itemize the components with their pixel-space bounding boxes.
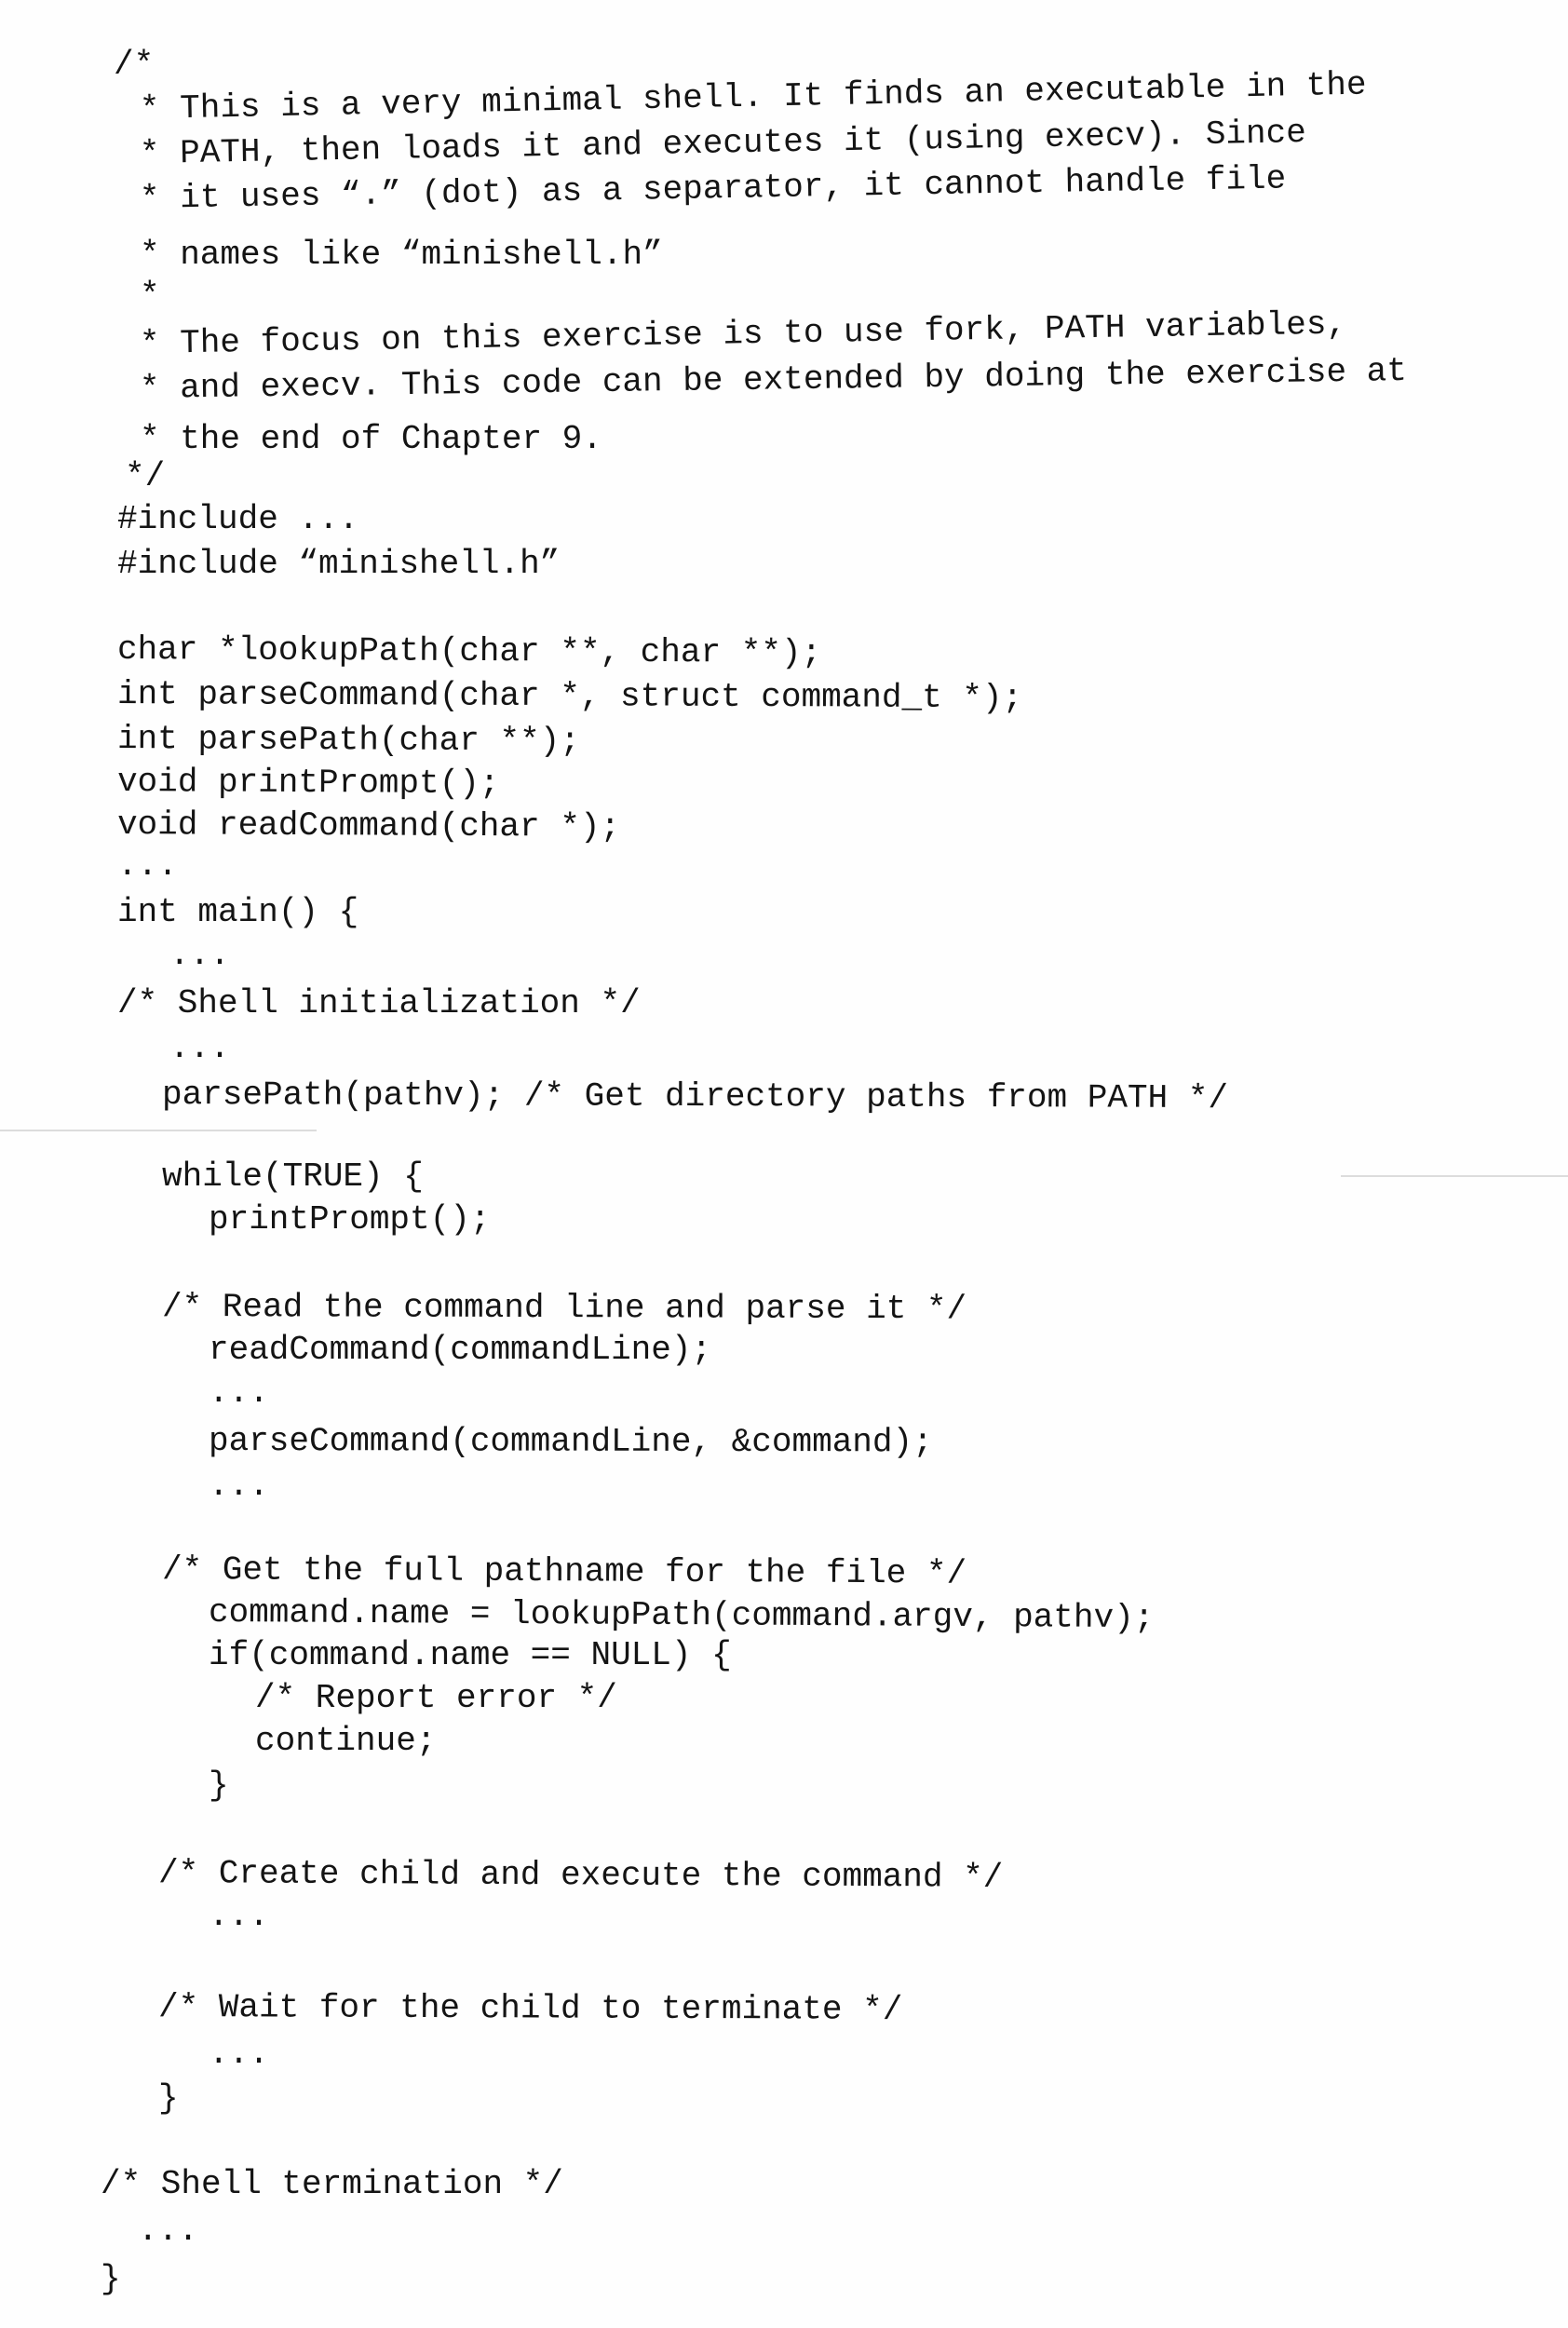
comment-line: * — [140, 277, 160, 315]
ellipsis: ... — [209, 1374, 269, 1412]
comment-line: * This is a very minimal shell. It finds an executable in the — [139, 65, 1367, 129]
code-comment: /* Read the command line and parse it */ — [161, 1288, 967, 1329]
comment-close: */ — [125, 457, 166, 495]
ellipsis: ... — [169, 936, 230, 974]
ellipsis: ... — [138, 2212, 198, 2250]
code-statement: readCommand(commandLine); — [209, 1331, 712, 1369]
comment-open: /* — [114, 46, 155, 84]
closing-brace: } — [101, 2260, 121, 2298]
include-directive: #include “minishell.h” — [117, 545, 561, 583]
comment-line: * the end of Chapter 9. — [140, 420, 602, 458]
code-statement: parsePath(pathv); /* Get directory paths from PATH */ — [161, 1076, 1229, 1117]
function-prototype: void readCommand(char *); — [116, 805, 621, 846]
code-comment: /* Shell initialization */ — [117, 984, 641, 1022]
include-directive: #include ... — [117, 500, 359, 538]
code-statement: parseCommand(commandLine, &command); — [208, 1422, 933, 1462]
closing-brace: } — [209, 1766, 229, 1805]
comment-line: * and execv. This code can be extended by doing the exercise at — [139, 351, 1408, 408]
code-statement: command.name = lookupPath(command.argv, pathv); — [208, 1593, 1155, 1638]
function-prototype: int parsePath(char **); — [116, 720, 580, 761]
function-prototype: char *lookupPath(char **, char **); — [116, 630, 822, 672]
if-statement: if(command.name == NULL) { — [209, 1636, 732, 1674]
function-prototype: int parseCommand(char *, struct command_t *); — [116, 675, 1023, 718]
code-comment: /* Create child and execute the command */ — [157, 1854, 1004, 1897]
code-comment: /* Get the full pathname for the file */ — [161, 1550, 967, 1593]
code-comment: /* Report error */ — [255, 1679, 617, 1717]
main-signature: int main() { — [117, 893, 359, 931]
function-prototype: void printPrompt(); — [116, 763, 500, 804]
code-statement: continue; — [255, 1722, 437, 1760]
code-statement: printPrompt(); — [209, 1200, 491, 1238]
ellipsis: ... — [209, 2035, 269, 2073]
comment-line: * The focus on this exercise is to use fork, PATH variables, — [139, 305, 1347, 363]
ellipsis: ... — [169, 1029, 230, 1067]
code-comment: /* Wait for the child to terminate */ — [157, 1988, 903, 2029]
comment-line: * it uses “.” (dot) as a separator, it cannot handle file — [139, 159, 1287, 218]
ellipsis: ... — [117, 846, 178, 885]
ellipsis: ... — [209, 1467, 269, 1505]
closing-brace: } — [158, 2079, 179, 2118]
ellipsis: ... — [209, 1897, 269, 1935]
comment-line: * PATH, then loads it and executes it (using execv). Since — [139, 114, 1307, 173]
code-comment: /* Shell termination */ — [101, 2165, 563, 2203]
while-loop-header: while(TRUE) { — [162, 1157, 424, 1196]
comment-line: * names like “minishell.h” — [140, 236, 663, 274]
